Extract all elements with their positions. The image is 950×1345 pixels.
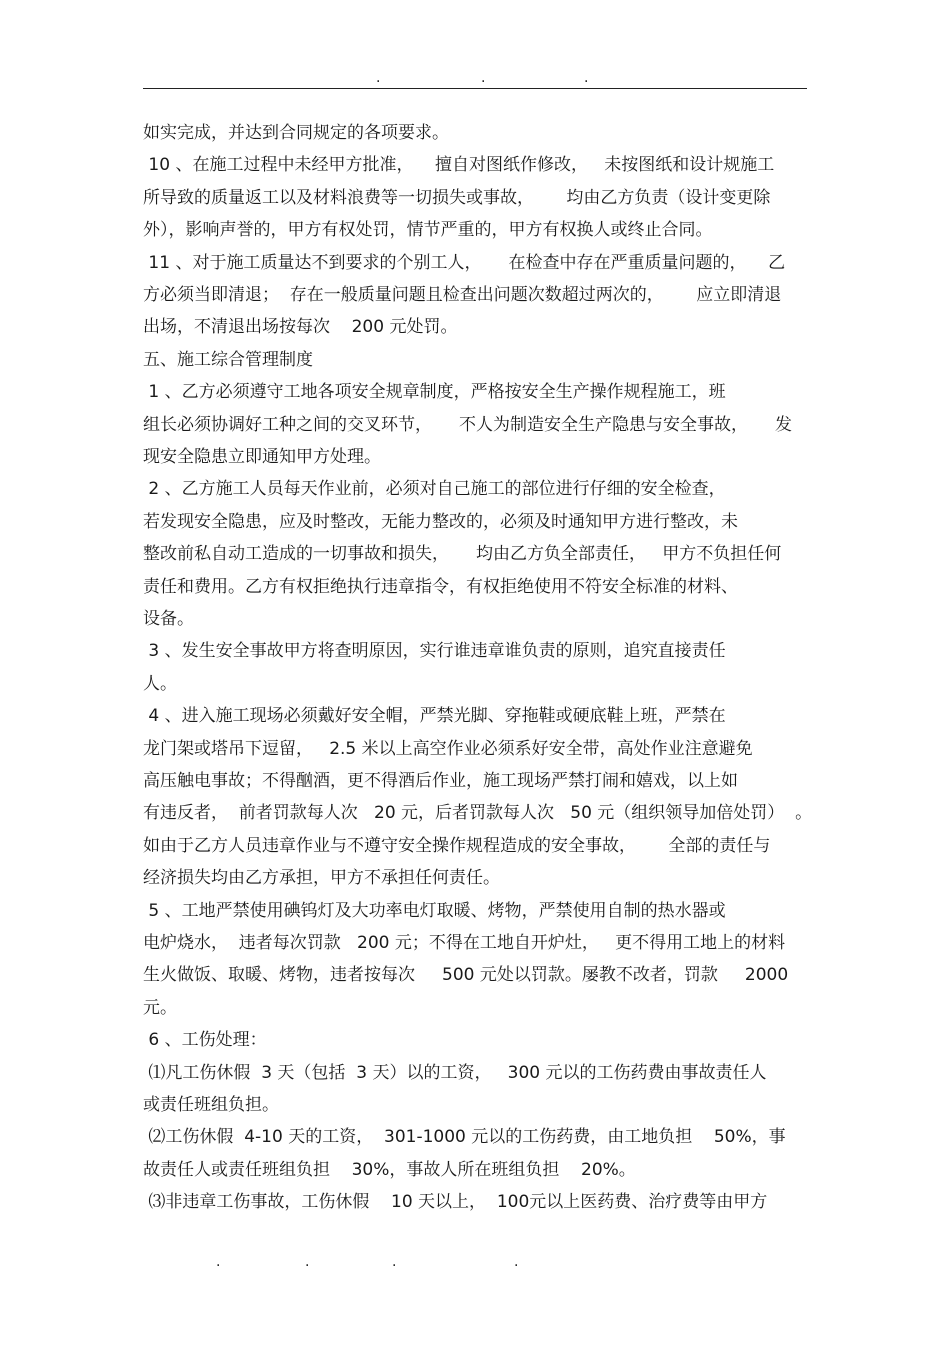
text-line: 如由于乙方人员违章作业与不遵守安全操作规程造成的安全事故， 全部的责任与 xyxy=(143,836,771,856)
text-line: 整改前私自动工造成的一切事故和损失， 均由乙方负全部责任， 甲方不负担任何 xyxy=(143,544,782,564)
text-line: 五、施工综合管理制度 xyxy=(143,350,313,370)
text-line: 4 、进入施工现场必须戴好安全帽，严禁光脚、穿拖鞋或硬底鞋上班，严禁在 xyxy=(143,706,726,726)
text-line: 生火做饭、取暖、烤物，违者按每次 500 元处以罚款。屡教不改者，罚款 2000 xyxy=(143,965,789,985)
text-line: 有违反者， 前者罚款每人次 20 元，后者罚款每人次 50 元（组织领导加倍处罚） 。 xyxy=(143,803,813,823)
text-line: 出场，不清退出场按每次 200 元处罚。 xyxy=(143,317,458,337)
text-line: ⑴凡工伤休假 3 天（包括 3 天）以的工资， 300 元以的工伤药费由事故责任人 xyxy=(143,1063,767,1083)
text-line: 电炉烧水， 违者每次罚款 200 元；不得在工地自开炉灶， 更不得用工地上的材料 xyxy=(143,933,786,953)
text-line: 经济损失均由乙方承担，甲方不承担任何责任。 xyxy=(143,868,500,888)
text-line: 人。 xyxy=(143,674,177,694)
header-dot: . xyxy=(481,70,486,86)
text-line: 或责任班组负担。 xyxy=(143,1095,279,1115)
footer-dot: . xyxy=(305,1254,310,1270)
text-line: 3 、发生安全事故甲方将查明原因，实行谁违章谁负责的原则，追究直接责任 xyxy=(143,641,726,661)
header-dot: . xyxy=(376,70,381,86)
text-line: 10 、在施工过程中未经甲方批准， 擅自对图纸作修改， 未按图纸和设计规施工 xyxy=(143,155,775,175)
footer-dot: . xyxy=(216,1254,221,1270)
text-line: 龙门架或塔吊下逗留， 2.5 米以上高空作业必须系好安全带，高处作业注意避免 xyxy=(143,739,753,759)
text-line: 11 、对于施工质量达不到要求的个别工人， 在检查中存在严重质量问题的， 乙 xyxy=(143,253,786,273)
text-line: ⑵工伤休假 4-10 天的工资， 301-1000 元以的工伤药费，由工地负担 50%，事 xyxy=(143,1127,786,1147)
footer-dot: . xyxy=(392,1254,397,1270)
text-line: 所导致的质量返工以及材料浪费等一切损失或事故， 均由乙方负责（设计变更除 xyxy=(143,188,771,208)
text-line: 责任和费用。乙方有权拒绝执行违章指令，有权拒绝使用不符安全标准的材料、 xyxy=(143,577,738,597)
text-line: 2 、乙方施工人员每天作业前，必须对自己施工的部位进行仔细的安全检查， xyxy=(143,479,726,499)
text-line: 6 、工伤处理： xyxy=(143,1030,267,1050)
text-line: 如实完成，并达到合同规定的各项要求。 xyxy=(143,123,449,143)
text-line: 方必须当即清退； 存在一般质量问题且检查出问题次数超过两次的， 应立即清退 xyxy=(143,285,782,305)
text-line: 5 、工地严禁使用碘钨灯及大功率电灯取暖、烤物，严禁使用自制的热水器或 xyxy=(143,901,726,921)
text-line: 故责任人或责任班组负担 30%，事故人所在班组负担 20%。 xyxy=(143,1160,636,1180)
text-line: 元。 xyxy=(143,998,177,1018)
header-rule xyxy=(143,88,807,89)
text-line: ⑶非违章工伤事故，工伤休假 10 天以上， 100元以上医药费、治疗费等由甲方 xyxy=(143,1192,768,1212)
text-line: 外），影响声誉的，甲方有权处罚，情节严重的，甲方有权换人或终止合同。 xyxy=(143,220,713,240)
text-line: 1 、乙方必须遵守工地各项安全规章制度，严格按安全生产操作规程施工，班 xyxy=(143,382,726,402)
text-line: 设备。 xyxy=(143,609,194,629)
text-line: 组长必须协调好工种之间的交叉环节， 不人为制造安全生产隐患与安全事故， 发 xyxy=(143,415,793,435)
text-line: 现安全隐患立即通知甲方处理。 xyxy=(143,447,381,467)
text-line: 高压触电事故；不得酗酒，更不得酒后作业，施工现场严禁打闹和嬉戏，以上如 xyxy=(143,771,738,791)
footer-dot: . xyxy=(514,1254,519,1270)
text-line: 若发现安全隐患，应及时整改，无能力整改的，必须及时通知甲方进行整改，未 xyxy=(143,512,738,532)
header-dot: . xyxy=(584,70,589,86)
